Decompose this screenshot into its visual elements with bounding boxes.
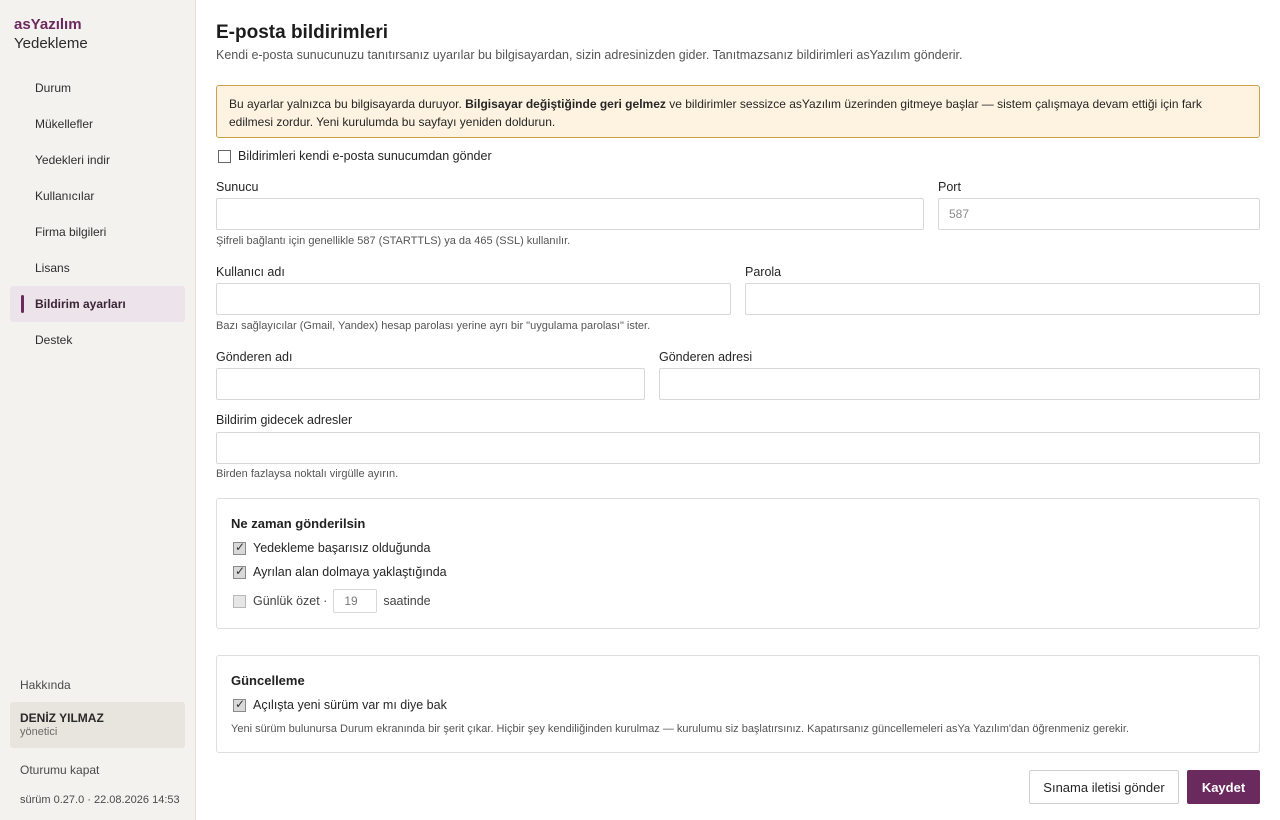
password-input[interactable] <box>745 283 1260 315</box>
send-test-button[interactable]: Sınama iletisi gönder <box>1029 770 1179 804</box>
on-space-label: Ayrılan alan dolmaya yaklaştığında <box>253 565 447 579</box>
username-input[interactable] <box>216 283 731 315</box>
own-server-row[interactable] <box>218 149 492 163</box>
sidebar-item-destek[interactable]: Destek <box>35 333 73 347</box>
brand-name: asYazılım <box>14 16 82 33</box>
daily-label: Günlük özet · <box>253 594 328 608</box>
recipients-label: Bildirim gidecek adresler <box>216 413 353 427</box>
own-server-label: Bildirimleri kendi e-posta sunucumdan gönder <box>238 149 492 163</box>
warning-text-end: ve bildirimler sessizce asYazılım üzerinden gitmeye başlar — sistem çalışmaya devam ettiği için fark edilmesi zordur. Yeni kurulumda bu sayfayı yeniden doldurun. <box>229 97 1202 129</box>
update-card <box>216 655 1260 753</box>
on-failure-row[interactable] <box>233 541 430 555</box>
sidebar-item-mukellefler[interactable]: Mükellefler <box>35 117 94 131</box>
logout-link[interactable]: Oturumu kapat <box>20 763 100 777</box>
update-title: Güncelleme <box>231 673 305 688</box>
sidebar-item-yedekleri-indir[interactable]: Yedekleri indir <box>35 153 110 167</box>
password-label: Parola <box>745 265 782 279</box>
sender-name-label: Gönderen adı <box>216 350 293 364</box>
daily-checkbox[interactable] <box>233 595 246 608</box>
recipients-hint: Birden fazlaysa noktalı virgülle ayırın. <box>216 468 399 480</box>
sidebar-item-durum[interactable]: Durum <box>35 81 72 95</box>
password-hint: Bazı sağlayıcılar (Gmail, Yandex) hesap parolası yerine ayrı bir "uygulama parolası" ister. <box>216 320 651 332</box>
sidebar-item-firma-bilgileri[interactable]: Firma bilgileri <box>35 225 107 239</box>
sender-address-input[interactable] <box>659 368 1260 400</box>
user-name: DENİZ YILMAZ <box>20 711 104 725</box>
on-failure-checkbox[interactable] <box>233 542 246 555</box>
own-server-checkbox[interactable] <box>218 150 231 163</box>
daily-row <box>233 589 431 613</box>
version-text: sürüm 0.27.0 · 22.08.2026 14:53 <box>20 794 180 806</box>
save-button[interactable]: Kaydet <box>1187 770 1260 804</box>
port-input[interactable] <box>938 198 1260 230</box>
on-space-row[interactable] <box>233 565 447 579</box>
on-failure-label: Yedekleme başarısız olduğunda <box>253 541 431 555</box>
about-link[interactable]: Hakkında <box>20 678 71 692</box>
warning-text-bold: Bilgisayar değiştiğinde geri gelmez <box>465 97 666 111</box>
brand <box>14 16 88 54</box>
warning-text-start: Bu ayarlar yalnızca bu bilgisayarda duruyor. <box>229 97 466 111</box>
when-title: Ne zaman gönderilsin <box>231 516 366 531</box>
check-update-row[interactable] <box>233 698 447 712</box>
sidebar-item-bildirim-ayarlari[interactable]: Bildirim ayarları <box>10 286 185 322</box>
check-update-label: Açılışta yeni sürüm var mı diye bak <box>253 698 447 712</box>
user-card <box>10 702 185 748</box>
port-label: Port <box>938 180 961 194</box>
warning-banner <box>216 85 1260 138</box>
daily-suffix: saatinde <box>383 594 431 608</box>
server-label: Sunucu <box>216 180 259 194</box>
on-space-checkbox[interactable] <box>233 566 246 579</box>
daily-hour-input[interactable] <box>333 589 377 613</box>
sidebar-item-kullanicilar[interactable]: Kullanıcılar <box>35 189 95 203</box>
user-role: yönetici <box>20 726 58 738</box>
update-note: Yeni sürüm bulunursa Durum ekranında bir şerit çıkar. Hiçbir şey kendiliğinden kurulmaz — kurulumu siz başlatırsınız. Kapatırsanız güncellemeleri asYa Yazılım'dan öğrenmeniz gerekir. <box>231 723 1129 735</box>
sidebar-item-lisans[interactable]: Lisans <box>35 261 70 275</box>
recipients-input[interactable] <box>216 432 1260 464</box>
page-title: E-posta bildirimleri <box>216 22 389 43</box>
when-card <box>216 498 1260 629</box>
sender-address-label: Gönderen adresi <box>659 350 753 364</box>
brand-subtitle: Yedekleme <box>14 35 88 52</box>
page-description: Kendi e-posta sunucunuzu tanıtırsanız uyarılar bu bilgisayardan, sizin adresinizden gider. Tanıtmazsanız bildirimleri asYazılım gönderir. <box>216 48 963 62</box>
port-hint: Şifreli bağlantı için genellikle 587 (STARTTLS) ya da 465 (SSL) kullanılır. <box>216 235 571 247</box>
server-input[interactable] <box>216 198 924 230</box>
sidebar <box>0 0 196 820</box>
sender-name-input[interactable] <box>216 368 645 400</box>
check-update-checkbox[interactable] <box>233 699 246 712</box>
sidebar-nav <box>10 70 185 358</box>
username-label: Kullanıcı adı <box>216 265 285 279</box>
